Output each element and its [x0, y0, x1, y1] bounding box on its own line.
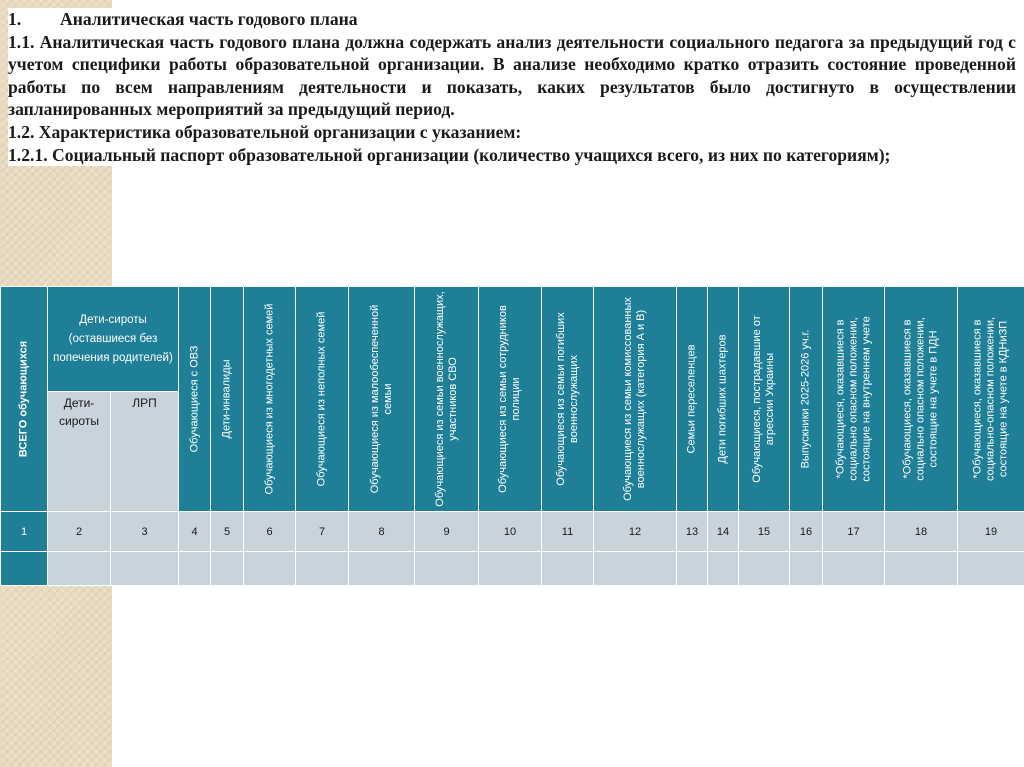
- num-cell: 16: [790, 512, 823, 552]
- data-cell[interactable]: [48, 552, 111, 586]
- decorative-texture-bottom: [0, 585, 112, 767]
- header-col-5: Дети-инвалиды: [211, 287, 244, 512]
- header-col-8: Обучающиеся из малообеспеченной семьи: [349, 287, 415, 512]
- data-cell[interactable]: [296, 552, 349, 586]
- num-cell: 6: [244, 512, 296, 552]
- heading-title: Аналитическая часть годового плана: [60, 9, 358, 29]
- data-cell[interactable]: [179, 552, 211, 586]
- header-col-17: *Обучающиеся, оказавшиеся в социально опасном положении, состоящие на внутреннем учете: [823, 287, 885, 512]
- header-col-15: Обучающиеся, пострадавшие от агрессии Украины: [739, 287, 790, 512]
- data-cell[interactable]: [111, 552, 179, 586]
- header-lrp: ЛРП: [111, 392, 179, 512]
- data-cell[interactable]: [739, 552, 790, 586]
- header-col-9: Обучающиеся из семьи военнослужащих, участников СВО: [415, 287, 479, 512]
- data-cell[interactable]: [542, 552, 594, 586]
- header-col-6: Обучающиеся из многодетных семей: [244, 287, 296, 512]
- header-col-14: Дети погибших шахтеров: [708, 287, 739, 512]
- social-passport-table: [0, 286, 1024, 586]
- data-cell[interactable]: [594, 552, 677, 586]
- header-col-7: Обучающиеся из неполных семей: [296, 287, 349, 512]
- num-cell: 1: [1, 512, 48, 552]
- data-cell[interactable]: [958, 552, 1024, 586]
- num-cell: 18: [885, 512, 958, 552]
- num-cell: 19: [958, 512, 1024, 552]
- paragraph-1-2-1: 1.2.1. Социальный паспорт образовательной организации (количество учащихся всего, из них по категориям);: [8, 144, 891, 165]
- data-cell[interactable]: [708, 552, 739, 586]
- data-cell[interactable]: [244, 552, 296, 586]
- num-cell: 7: [296, 512, 349, 552]
- data-cell[interactable]: [211, 552, 244, 586]
- header-col-19: *Обучающиеся, оказавшиеся в социально-опасном положении, состоящие на учете в КДНиЗП: [958, 287, 1024, 512]
- data-cell[interactable]: [885, 552, 958, 586]
- paragraph-1-2: 1.2. Характеристика образовательной организации с указанием:: [8, 121, 522, 142]
- header-col-10: Обучающиеся из семьи сотрудников полиции: [479, 287, 542, 512]
- header-col-13: Семьи переселенцев: [677, 287, 708, 512]
- num-cell: 17: [823, 512, 885, 552]
- section-heading: [8, 8, 1016, 31]
- num-cell: 10: [479, 512, 542, 552]
- num-cell: 11: [542, 512, 594, 552]
- data-cell[interactable]: [1, 552, 48, 586]
- header-orphans: Дети-сироты (оставшиеся без попечения родителей): [48, 287, 179, 392]
- header-col-4: Обучающиеся с ОВЗ: [179, 287, 211, 512]
- data-cell[interactable]: [823, 552, 885, 586]
- header-col-18: *Обучающиеся, оказавшиеся в социально опасном положении, состоящие на учете в ПДН: [885, 287, 958, 512]
- header-total: ВСЕГО обучающихся: [1, 287, 48, 512]
- data-cell[interactable]: [677, 552, 708, 586]
- num-cell: 2: [48, 512, 111, 552]
- num-cell: 9: [415, 512, 479, 552]
- heading-number: 1.: [8, 9, 22, 29]
- paragraph-1-1: 1.1. Аналитическая часть годового плана должна содержать анализ деятельности социального педагога за предыдущий год с учетом специфики работы образовательной организации. В анализе необходимо кратко отразить состояние проведенной работы по всем направлениям деятельности и показать, каких результатов было достигнуто в осуществлении запланированных мероприятий за предыдущий период.: [8, 31, 1016, 120]
- slide-text: [8, 8, 1016, 166]
- num-cell: 5: [211, 512, 244, 552]
- data-cell[interactable]: [349, 552, 415, 586]
- data-cell[interactable]: [790, 552, 823, 586]
- data-cell[interactable]: [415, 552, 479, 586]
- data-cell[interactable]: [479, 552, 542, 586]
- data-row: [1, 552, 1024, 586]
- num-cell: 3: [111, 512, 179, 552]
- num-cell: 4: [179, 512, 211, 552]
- num-cell: 14: [708, 512, 739, 552]
- header-col-12: Обучающиеся из семьи комиссованных военнослужащих (категория А и В): [594, 287, 677, 512]
- num-cell: 12: [594, 512, 677, 552]
- header-col-11: Обучающиеся из семьи погибших военнослужащих: [542, 287, 594, 512]
- header-col-16: Выпускники 2025-2026 уч.г.: [790, 287, 823, 512]
- numbering-row: [1, 512, 1024, 552]
- num-cell: 13: [677, 512, 708, 552]
- num-cell: 8: [349, 512, 415, 552]
- header-orphans-sub: Дети-сироты: [48, 392, 111, 512]
- num-cell: 15: [739, 512, 790, 552]
